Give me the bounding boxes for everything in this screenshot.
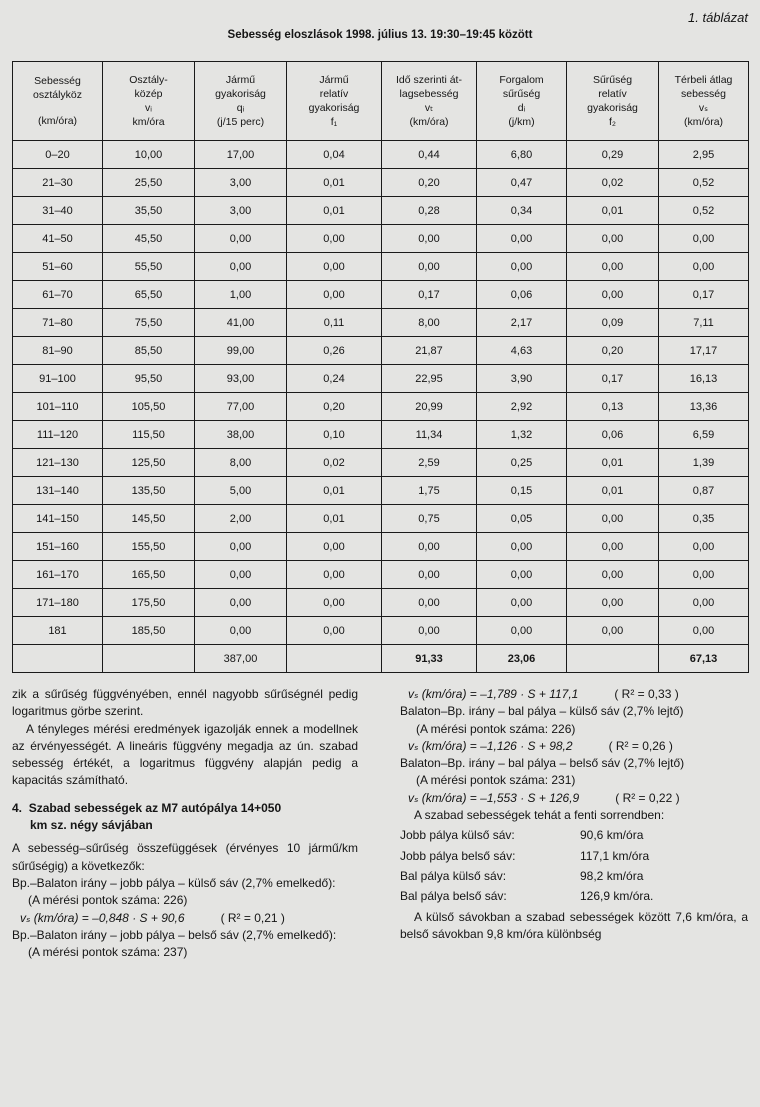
table-cell: 0,00	[382, 589, 477, 617]
table-cell: 0,00	[382, 253, 477, 281]
table-cell: 165,50	[103, 561, 195, 589]
table-cell: 77,00	[195, 393, 287, 421]
total-cell: 67,13	[659, 645, 749, 673]
table-cell: 0,00	[477, 561, 567, 589]
header-line: sűrűség	[502, 88, 541, 100]
table-cell: 0,00	[567, 617, 659, 645]
header-line: vₛ	[698, 102, 709, 114]
header-line: Jármű	[225, 74, 256, 86]
speed-distribution-table	[12, 61, 749, 673]
table-cell: 41,00	[195, 309, 287, 337]
table-row	[13, 589, 749, 617]
column-header	[567, 62, 659, 141]
table-row	[13, 533, 749, 561]
table-cell: 0,52	[659, 169, 749, 197]
section-heading	[12, 800, 358, 835]
table-cell: 0,10	[287, 421, 382, 449]
table-cell: 0,00	[382, 561, 477, 589]
table-cell: 0,00	[287, 281, 382, 309]
paragraph: A szabad sebességek tehát a fenti sorrendben:	[414, 808, 665, 823]
table-cell: 11,34	[382, 421, 477, 449]
table-cell: 22,95	[382, 365, 477, 393]
table-cell: 0,09	[567, 309, 659, 337]
header-line: lagsebesség	[399, 88, 459, 100]
direction-label: Balaton–Bp. irány – bal pálya – belső sáv (2,7% lejtő)	[400, 756, 685, 771]
table-row	[13, 281, 749, 309]
table-cell: 85,50	[103, 337, 195, 365]
total-cell	[103, 645, 195, 673]
header-line: Jármű	[319, 74, 349, 86]
table-cell: 0,75	[382, 505, 477, 533]
paragraph: zik a sűrűség függvényében, ennél nagyobb sűrűségnél pedig logaritmus görbe szerint.	[12, 687, 358, 719]
free-speed-item	[400, 848, 748, 865]
header-line: Térbeli átlag	[674, 74, 733, 86]
header-line: gyakoriság	[215, 88, 266, 100]
table-cell: 35,50	[103, 197, 195, 225]
table-cell: 0,35	[659, 505, 749, 533]
formula-text: vₛ (km/óra) = –1,126 · S + 98,2	[408, 738, 573, 753]
table-cell: 0–20	[13, 141, 103, 169]
header-line: gyakoriság	[308, 102, 360, 114]
table-cell: 0,00	[477, 533, 567, 561]
section-title-line: Szabad sebességek az M7 autópálya 14+050	[28, 800, 282, 815]
table-row	[13, 253, 749, 281]
measurement-count: (A mérési pontok száma: 237)	[28, 945, 188, 960]
lane-label: Jobb pálya belső sáv:	[400, 848, 516, 863]
table-cell: 0,52	[659, 197, 749, 225]
table-cell: 2,00	[195, 505, 287, 533]
table-cell: 0,00	[567, 253, 659, 281]
table-cell: 13,36	[659, 393, 749, 421]
header-line: vₜ	[424, 102, 434, 114]
table-cell: 0,20	[382, 169, 477, 197]
table-cell: 151–160	[13, 533, 103, 561]
table-cell: 105,50	[103, 393, 195, 421]
table-row	[13, 449, 749, 477]
table-row	[13, 309, 749, 337]
right-text-column	[400, 686, 748, 943]
table-cell: 0,00	[477, 225, 567, 253]
formula-text: vₛ (km/óra) = –1,789 · S + 117,1	[408, 687, 579, 701]
header-line: Forgalom	[499, 74, 544, 86]
table-cell: 1,39	[659, 449, 749, 477]
measurement-count: (A mérési pontok száma: 226)	[416, 721, 576, 736]
table-cell: 8,00	[195, 449, 287, 477]
direction-label: Balaton–Bp. irány – bal pálya – külső sáv (2,7% lejtő)	[400, 704, 684, 719]
header-line: Idő szerinti át-	[396, 74, 462, 86]
table-cell: 0,20	[287, 393, 382, 421]
table-cell: 0,87	[659, 477, 749, 505]
table-cell: 7,11	[659, 309, 749, 337]
table-cell: 0,00	[567, 533, 659, 561]
table-cell: 0,17	[659, 281, 749, 309]
table-cell: 0,01	[567, 449, 659, 477]
regression-formula	[400, 790, 748, 807]
table-cell: 0,05	[477, 505, 567, 533]
table-cell: 2,95	[659, 141, 749, 169]
table-cell: 0,00	[477, 589, 567, 617]
totals-row	[13, 645, 749, 673]
column-header	[477, 62, 567, 141]
table-cell: 0,00	[195, 561, 287, 589]
table-header-row	[13, 62, 749, 141]
r-squared: ( R² = 0,21 )	[220, 910, 285, 925]
table-cell: 131–140	[13, 477, 103, 505]
column-header	[195, 62, 287, 141]
table-cell: 17,17	[659, 337, 749, 365]
table-cell: 0,00	[567, 281, 659, 309]
header-line: dᵢ	[517, 102, 526, 114]
paragraph: A sebesség–sűrűség összefüggések (érvényes 10 jármű/km sűrűségig) a következők:	[12, 841, 358, 873]
table-cell: 16,13	[659, 365, 749, 393]
table-cell: 0,20	[567, 337, 659, 365]
table-row	[13, 365, 749, 393]
table-cell: 0,00	[382, 617, 477, 645]
r-squared: ( R² = 0,22 )	[615, 790, 680, 805]
total-cell: 23,06	[477, 645, 567, 673]
table-cell: 0,00	[195, 589, 287, 617]
table-cell: 41–50	[13, 225, 103, 253]
measurement-count: (A mérési pontok száma: 231)	[416, 773, 576, 788]
table-cell: 4,63	[477, 337, 567, 365]
table-cell: 0,01	[567, 477, 659, 505]
column-header	[659, 62, 749, 141]
table-cell: 6,59	[659, 421, 749, 449]
table-cell: 75,50	[103, 309, 195, 337]
speed-value: 90,6 km/óra	[580, 828, 644, 843]
table-cell: 21–30	[13, 169, 103, 197]
regression-formula	[12, 910, 358, 927]
table-cell: 0,00	[287, 253, 382, 281]
table-cell: 3,00	[195, 197, 287, 225]
free-speed-item	[400, 868, 748, 885]
table-cell: 111–120	[13, 421, 103, 449]
table-number-label: 1. táblázat	[688, 10, 748, 25]
header-line: f₂	[609, 116, 616, 128]
table-cell: 0,00	[287, 225, 382, 253]
table-cell: 0,06	[477, 281, 567, 309]
table-cell: 0,00	[195, 253, 287, 281]
table-cell: 71–80	[13, 309, 103, 337]
table-cell: 0,01	[287, 169, 382, 197]
table-cell: 91–100	[13, 365, 103, 393]
table-cell: 0,00	[567, 589, 659, 617]
table-cell: 0,01	[567, 197, 659, 225]
table-cell: 0,00	[567, 561, 659, 589]
table-cell: 121–130	[13, 449, 103, 477]
paragraph: A külső sávokban a szabad sebességek között 7,6 km/óra, a belső sávokban 9,8 km/óra különbség	[400, 909, 748, 941]
table-cell: 51–60	[13, 253, 103, 281]
table-cell: 0,01	[287, 477, 382, 505]
table-cell: 17,00	[195, 141, 287, 169]
table-cell: 0,25	[477, 449, 567, 477]
table-cell: 0,06	[567, 421, 659, 449]
table-cell: 185,50	[103, 617, 195, 645]
table-cell: 1,75	[382, 477, 477, 505]
header-line: relatív	[598, 88, 627, 100]
speed-value: 98,2 km/óra	[580, 868, 644, 883]
table-cell: 0,00	[287, 561, 382, 589]
table-cell: 55,50	[103, 253, 195, 281]
table-cell: 0,00	[195, 533, 287, 561]
table-cell: 0,02	[287, 449, 382, 477]
table-cell: 5,00	[195, 477, 287, 505]
column-header	[13, 62, 103, 141]
table-cell: 21,87	[382, 337, 477, 365]
table-cell: 0,01	[287, 505, 382, 533]
table-cell: 61–70	[13, 281, 103, 309]
table-cell: 115,50	[103, 421, 195, 449]
r-squared: ( R² = 0,26 )	[608, 738, 673, 753]
formula-text: vₛ (km/óra) = –0,848 · S + 90,6	[20, 910, 185, 925]
table-cell: 0,00	[287, 533, 382, 561]
lane-label: Jobb pálya külső sáv:	[400, 828, 515, 843]
header-line: (j/15 perc)	[216, 116, 265, 128]
column-header	[287, 62, 382, 141]
r-squared: ( R² = 0,33 )	[614, 687, 679, 701]
header-line: f₁	[330, 116, 338, 128]
table-cell: 0,11	[287, 309, 382, 337]
table-cell: 2,92	[477, 393, 567, 421]
header-line: vᵢ	[145, 102, 152, 114]
free-speed-item	[400, 888, 748, 905]
table-cell: 95,50	[103, 365, 195, 393]
table-cell: 0,28	[382, 197, 477, 225]
table-row	[13, 225, 749, 253]
table-cell: 0,00	[287, 617, 382, 645]
table-cell: 0,34	[477, 197, 567, 225]
header-line: (km/óra)	[683, 116, 724, 128]
header-line: Sűrűség	[592, 74, 633, 86]
table-row	[13, 421, 749, 449]
speed-value: 126,9 km/óra.	[580, 889, 654, 904]
section-title-line: km sz. négy sávjában	[30, 818, 153, 833]
table-cell: 181	[13, 617, 103, 645]
header-line: (j/km)	[508, 116, 535, 128]
table-row	[13, 561, 749, 589]
table-row	[13, 393, 749, 421]
table-row	[13, 337, 749, 365]
table-cell: 10,00	[103, 141, 195, 169]
table-cell: 45,50	[103, 225, 195, 253]
table-cell: 0,29	[567, 141, 659, 169]
table-cell: 0,00	[659, 589, 749, 617]
header-line: osztályköz	[32, 89, 83, 101]
column-header	[382, 62, 477, 141]
table-cell: 38,00	[195, 421, 287, 449]
table-cell: 0,24	[287, 365, 382, 393]
table-cell: 0,00	[477, 617, 567, 645]
paragraph: A tényleges mérési eredmények igazolják ennek a modellnek az érvényességét. A lineáris függvény megadja az ún. szabad sebesség értékét, a logaritmus függvény alapján pedig a kapacitás számítható.	[12, 721, 358, 788]
table-cell: 31–40	[13, 197, 103, 225]
table-cell: 0,00	[659, 225, 749, 253]
header-line: qᵢ	[236, 102, 245, 114]
table-cell: 81–90	[13, 337, 103, 365]
table-cell: 65,50	[103, 281, 195, 309]
total-cell	[287, 645, 382, 673]
table-cell: 1,32	[477, 421, 567, 449]
table-cell: 0,00	[659, 253, 749, 281]
table-cell: 0,17	[382, 281, 477, 309]
table-cell: 0,17	[567, 365, 659, 393]
table-cell: 101–110	[13, 393, 103, 421]
table-cell: 0,00	[287, 589, 382, 617]
header-line: Sebesség	[34, 75, 81, 87]
table-cell: 0,00	[195, 617, 287, 645]
table-cell: 0,47	[477, 169, 567, 197]
table-cell: 6,80	[477, 141, 567, 169]
table-row	[13, 141, 749, 169]
lane-label: Bal pálya belső sáv:	[400, 889, 507, 904]
table-cell: 161–170	[13, 561, 103, 589]
table-cell: 20,99	[382, 393, 477, 421]
table-cell: 0,00	[195, 225, 287, 253]
header-line: (km/óra)	[409, 116, 449, 128]
table-cell: 171–180	[13, 589, 103, 617]
table-cell: 0,00	[477, 253, 567, 281]
formula-text: vₛ (km/óra) = –1,553 · S + 126,9	[408, 790, 580, 805]
table-cell: 2,17	[477, 309, 567, 337]
table-cell: 0,01	[287, 197, 382, 225]
header-line: km/óra	[132, 116, 165, 128]
header-line: közép	[134, 88, 163, 100]
table-cell: 135,50	[103, 477, 195, 505]
table-cell: 141–150	[13, 505, 103, 533]
table-cell: 0,26	[287, 337, 382, 365]
header-line: relatív	[319, 88, 349, 100]
table-title: Sebesség eloszlások 1998. július 13. 19:30–19:45 között	[227, 29, 533, 41]
header-line: (km/óra)	[37, 115, 78, 127]
table-row	[13, 169, 749, 197]
header-line: Osztály-	[129, 74, 168, 86]
table-cell: 175,50	[103, 589, 195, 617]
section-number: 4.	[12, 800, 23, 815]
column-header	[103, 62, 195, 141]
table-cell: 0,00	[382, 225, 477, 253]
table-cell: 0,00	[659, 561, 749, 589]
free-speed-item	[400, 827, 748, 844]
table-cell: 0,13	[567, 393, 659, 421]
total-cell	[13, 645, 103, 673]
total-cell: 387,00	[195, 645, 287, 673]
table-cell: 25,50	[103, 169, 195, 197]
table-cell: 0,00	[567, 225, 659, 253]
direction-label: Bp.–Balaton irány – jobb pálya – külső sáv (2,7% emelkedő):	[12, 875, 336, 890]
regression-formula	[400, 686, 748, 703]
lane-label: Bal pálya külső sáv:	[400, 868, 507, 883]
table-cell: 0,44	[382, 141, 477, 169]
table-cell: 145,50	[103, 505, 195, 533]
header-line: sebesség	[681, 88, 726, 100]
total-cell	[567, 645, 659, 673]
table-cell: 3,00	[195, 169, 287, 197]
table-cell: 0,02	[567, 169, 659, 197]
measurement-count: (A mérési pontok száma: 226)	[28, 893, 188, 908]
left-text-column	[12, 686, 358, 961]
header-line: gyakoriság	[587, 102, 638, 114]
table-cell: 125,50	[103, 449, 195, 477]
table-cell: 2,59	[382, 449, 477, 477]
table-cell: 0,00	[382, 533, 477, 561]
table-cell: 99,00	[195, 337, 287, 365]
free-speed-list	[400, 827, 748, 905]
direction-label: Bp.–Balaton irány – jobb pálya – belső sáv (2,7% emelkedő):	[12, 927, 337, 942]
table-row	[13, 197, 749, 225]
total-cell: 91,33	[382, 645, 477, 673]
table-cell: 155,50	[103, 533, 195, 561]
table-row	[13, 617, 749, 645]
table-cell: 0,04	[287, 141, 382, 169]
speed-value: 117,1 km/óra	[580, 848, 650, 863]
table-cell: 3,90	[477, 365, 567, 393]
table-cell: 0,15	[477, 477, 567, 505]
table-cell: 93,00	[195, 365, 287, 393]
table-cell: 0,00	[567, 505, 659, 533]
table-row	[13, 477, 749, 505]
table-row	[13, 505, 749, 533]
table-cell: 0,00	[659, 533, 749, 561]
table-cell: 1,00	[195, 281, 287, 309]
table-cell: 8,00	[382, 309, 477, 337]
regression-formula	[400, 738, 748, 755]
table-cell: 0,00	[659, 617, 749, 645]
